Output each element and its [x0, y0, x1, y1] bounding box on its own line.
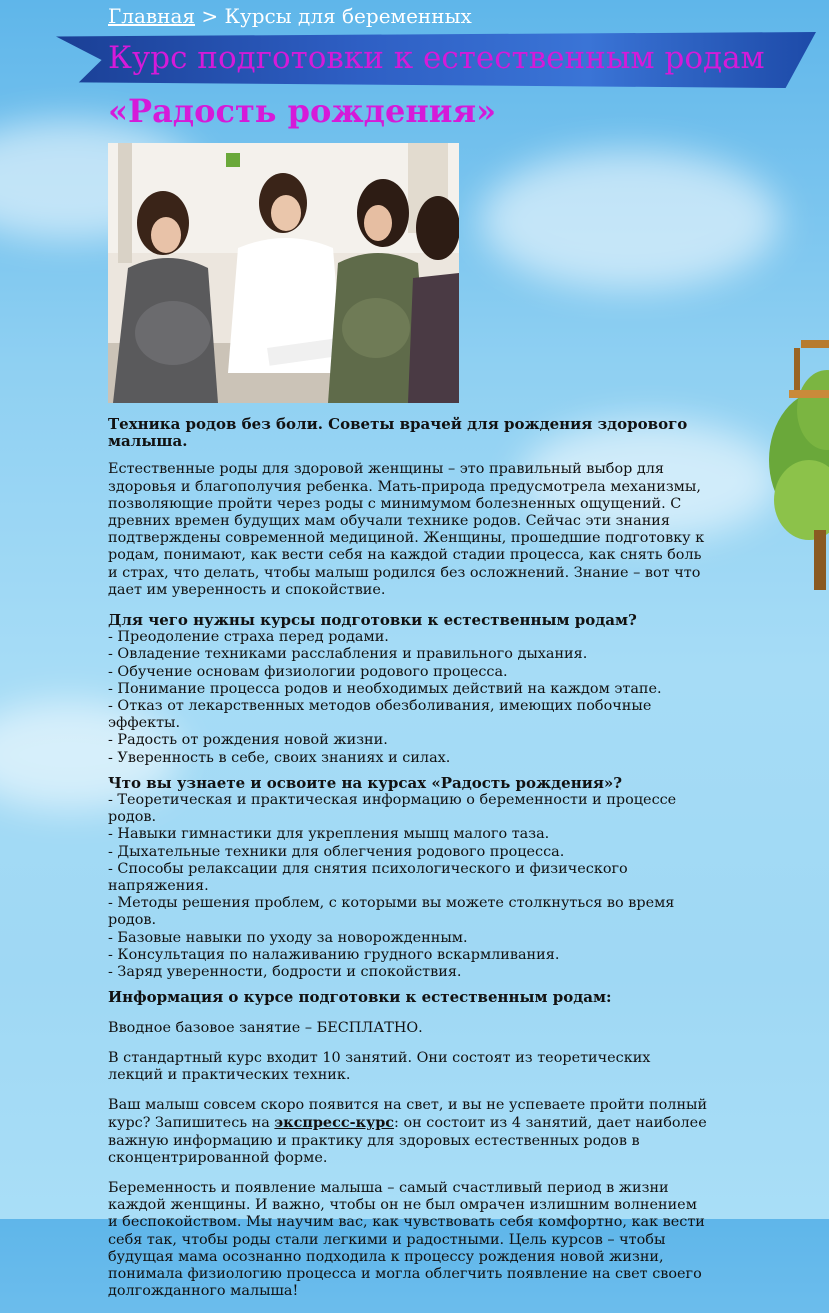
list-item: - Преодоление страха перед родами. — [108, 629, 389, 646]
info-free: Вводное базовое занятие – БЕСПЛАТНО. — [108, 1019, 423, 1036]
closing-paragraph: Беременность и появление малыша – самый счастливый период в жизни каждой женщины. И важно, чтобы он не был омрачен излишним волнением и беспокойством. Мы научим вас, как чувствовать себя комфортно, как вести себя так, чтобы роды стали легкими и радостными. Цель курсов – чтобы будущая мама осознанно подходила к процессу рождения новой жизни, понимала физиологию процесса и могла облегчить появление на свет своего долгожданного малыша! — [108, 1179, 705, 1300]
learn-list — [108, 792, 708, 981]
why-list — [108, 629, 708, 767]
cloud-decoration — [480, 150, 780, 290]
list-item: - Понимание процесса родов и необходимых действий на каждом этапе. — [108, 680, 662, 697]
breadcrumb — [108, 4, 472, 28]
list-item: - Дыхательные техники для облегчения родового процесса. — [108, 843, 565, 860]
list-item: - Овладение техниками расслабления и правильного дыхания. — [108, 646, 588, 663]
list-item: - Способы релаксации для снятия психологического и физического напряжения. — [108, 860, 628, 895]
info-title: Информация о курсе подготовки к естественным родам: — [108, 988, 612, 1007]
list-item: - Навыки гимнастики для укрепления мышц малого таза. — [108, 826, 550, 843]
why-title: Для чего нужны курсы подготовки к естественным родам? — [108, 611, 637, 630]
breadcrumb-separator: > — [201, 4, 219, 28]
intro-paragraph: Естественные роды для здоровой женщины – это правильный выбор для здоровья и благополучия ребенка. Мать-природа предусмотрела механизмы, позволяющие пройти через роды с минимумом болезненных ощущений. С древних времен будущих мам обучали технике родов. Сейчас эти знания подтверждены современной медициной. Женщины, прошедшие подготовку к родам, понимают, как вести себя на каждой стадии процесса, как снять боль и страх, что делать, чтобы малыш родился без осложнений. Знание – вот что дает им уверенность и спокойствие. — [108, 461, 705, 598]
article-content — [108, 416, 708, 1313]
breadcrumb-home-link[interactable]: Главная — [108, 4, 196, 28]
list-item: - Методы решения проблем, с которыми вы можете столкнуться во время родов. — [108, 895, 675, 929]
page-subtitle: «Радость рождения» — [108, 92, 497, 130]
breadcrumb-current: Курсы для беременных — [224, 4, 472, 28]
list-item: - Отказ от лекарственных методов обезболивания, имеющих побочные эффекты. — [108, 698, 652, 732]
list-item: - Заряд уверенности, бодрости и спокойствия. — [108, 964, 462, 981]
list-item: - Обучение основам физиологии родового процесса. — [108, 663, 508, 680]
list-item: - Базовые навыки по уходу за новорожденным. — [108, 929, 468, 946]
express-text-after: : он состоит из 4 занятий, дает наиболее важную информацию и практику для здоровых естественных родов в сконцентрированной форме. — [108, 1115, 707, 1166]
list-item: - Консультация по налаживанию грудного вскармливания. — [108, 946, 560, 963]
list-item: - Теоретическая и практическая информацию о беременности и процессе родов. — [108, 792, 677, 826]
list-item: - Уверенность в себе, своих знаниях и силах. — [108, 749, 451, 766]
tree-decoration — [739, 290, 829, 590]
learn-title: Что вы узнаете и освоите на курсах «Радость рождения»? — [108, 773, 623, 792]
page-title: Курс подготовки к естественным родам — [108, 40, 765, 76]
express-text-before: Ваш малыш совсем скоро появится на свет, и вы не успеваете пройти полный курс? Запишитесь на — [108, 1097, 708, 1132]
article-heading: Техника родов без боли. Советы врачей для рождения здорового малыша. — [108, 415, 688, 451]
express-paragraph — [108, 1097, 708, 1167]
course-photo — [108, 143, 459, 403]
express-course-link[interactable]: экспресс-курс — [274, 1114, 395, 1132]
list-item: - Радость от рождения новой жизни. — [108, 732, 388, 749]
info-standard: В стандартный курс входит 10 занятий. Они состоят из теоретических лекций и практических техник. — [108, 1049, 651, 1083]
